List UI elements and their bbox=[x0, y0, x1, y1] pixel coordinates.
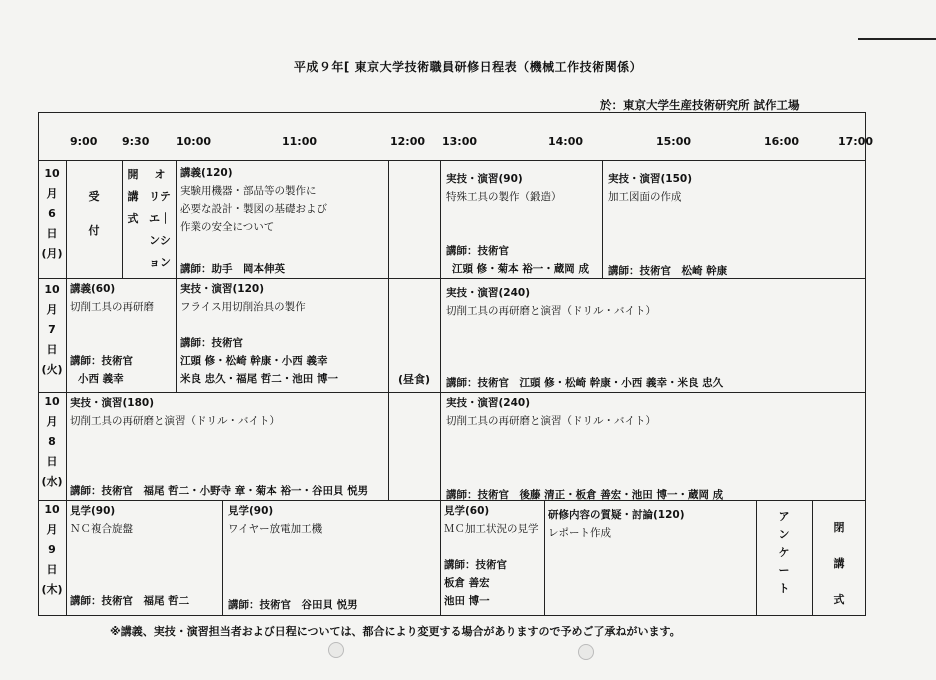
day-label-part: 月 bbox=[46, 187, 58, 200]
day-label-part: 8 bbox=[48, 435, 56, 448]
d4-divider-b bbox=[544, 500, 545, 616]
opening-ceremony-col bbox=[122, 164, 144, 230]
questionnaire-cell bbox=[756, 508, 812, 598]
orientation-char: ンシ bbox=[149, 234, 171, 247]
session-text: ＮＣ複合旋盤 bbox=[70, 523, 133, 535]
day-label-part: 月 bbox=[46, 303, 58, 316]
d4-am1-cell bbox=[70, 502, 133, 538]
instructor-text: 江頭 修・菊本 裕一・蔵岡 成 bbox=[452, 263, 589, 275]
session-heading: 講義(60) bbox=[70, 283, 116, 295]
session-heading: 実技・演習(240) bbox=[446, 397, 531, 409]
time-label: 11:00 bbox=[282, 135, 318, 148]
closing-char: 講 bbox=[833, 557, 845, 570]
session-text: 切削工具の再研磨と演習（ドリル・バイト） bbox=[446, 415, 656, 427]
lunch-right-divider bbox=[440, 160, 441, 616]
d1-pm1-cell bbox=[446, 170, 562, 206]
session-text: ＭＣ加工状況の見学 bbox=[444, 523, 539, 535]
day-label-part: (月) bbox=[41, 247, 63, 260]
d1-pm2-cell bbox=[608, 170, 692, 206]
closing-char: 閉 bbox=[833, 521, 845, 534]
day-label-part: 6 bbox=[48, 207, 56, 220]
lunch-label: (昼食) bbox=[397, 373, 431, 386]
d4-am2-instructor: 講師：技術官 谷田貝 悦男 bbox=[228, 599, 358, 611]
time-label: 17:00 bbox=[838, 135, 874, 148]
session-text: 実験用機器・部品等の製作に bbox=[180, 185, 317, 197]
d2-lecture-cell bbox=[70, 280, 154, 316]
instructor-text: 米良 忠久・福尾 哲二・池田 博一 bbox=[180, 373, 338, 385]
header-divider bbox=[38, 160, 866, 161]
lunch-left-divider bbox=[388, 160, 389, 500]
questionnaire-char: ア bbox=[778, 510, 790, 523]
d1-divider-b bbox=[176, 160, 177, 278]
d4-am2-cell bbox=[228, 502, 322, 538]
d4-am1-instructor: 講師：技術官 福尾 哲二 bbox=[70, 595, 190, 607]
session-text: 切削工具の再研磨 bbox=[70, 301, 154, 313]
d1-lecture-instructor: 講師：助手 岡本伸英 bbox=[180, 263, 285, 275]
d2-pm-instructors: 講師：技術官 江頭 修・松崎 幹康・小西 義幸・米良 忠久 bbox=[446, 377, 724, 389]
instructor-text: 江頭 修・松崎 幹康・小西 義幸 bbox=[180, 355, 328, 367]
day-label-part: (木) bbox=[41, 583, 63, 596]
questionnaire-char: ト bbox=[778, 582, 790, 595]
session-text: レポート作成 bbox=[548, 527, 611, 539]
session-text: 加工図面の作成 bbox=[608, 191, 682, 203]
d2-divider bbox=[176, 278, 177, 392]
instructor-text: 講師：技術官 bbox=[446, 245, 509, 257]
d2-pm-cell bbox=[446, 284, 656, 320]
d1-lecture-cell bbox=[180, 164, 327, 236]
day-label-part: 10 bbox=[44, 503, 60, 516]
questionnaire-char: ン bbox=[778, 528, 790, 541]
time-label: 13:00 bbox=[442, 135, 478, 148]
instructor-text: 小西 義幸 bbox=[78, 373, 124, 385]
time-label: 14:00 bbox=[548, 135, 584, 148]
opening-char: 講 bbox=[127, 190, 139, 203]
session-heading: 見学(90) bbox=[70, 505, 116, 517]
d3-am-cell bbox=[70, 394, 280, 430]
day-label-part: 日 bbox=[46, 227, 58, 240]
d1-pm1-instructors bbox=[446, 242, 589, 278]
closing-ceremony-cell bbox=[812, 510, 866, 618]
time-label: 10:00 bbox=[176, 135, 212, 148]
session-text: 切削工具の再研磨と演習（ドリル・バイト） bbox=[70, 415, 280, 427]
day-label-part: (水) bbox=[41, 475, 63, 488]
day-label-part: 9 bbox=[48, 543, 56, 556]
day-label-part: 10 bbox=[44, 167, 60, 180]
session-text: ワイヤー放電加工機 bbox=[228, 523, 323, 535]
session-heading: 研修内容の質疑・討論(120) bbox=[548, 509, 685, 521]
day-label-part: 7 bbox=[48, 323, 56, 336]
instructor-text: 板倉 善宏 bbox=[444, 577, 490, 589]
day-label-part: 月 bbox=[46, 523, 58, 536]
session-heading: 実技・演習(150) bbox=[608, 173, 693, 185]
orientation-char: エ｜ bbox=[149, 212, 171, 225]
time-label: 15:00 bbox=[656, 135, 692, 148]
day-label-part: 日 bbox=[46, 455, 58, 468]
session-heading: 実技・演習(120) bbox=[180, 283, 265, 295]
d2-am-cell bbox=[180, 280, 306, 316]
time-label: 12:00 bbox=[390, 135, 426, 148]
time-label: 9:00 bbox=[70, 135, 98, 148]
d1-pm2-instructor: 講師：技術官 松崎 幹康 bbox=[608, 265, 728, 277]
opening-char: 式 bbox=[127, 212, 139, 225]
questionnaire-char: ー bbox=[778, 564, 790, 577]
day-label-oct7 bbox=[38, 280, 66, 380]
time-label: 16:00 bbox=[764, 135, 800, 148]
d3-am-instructors: 講師：技術官 福尾 哲二・小野寺 章・菊本 裕一・谷田貝 悦男 bbox=[70, 485, 369, 497]
d3-pm-instructors: 講師：技術官 後藤 清正・板倉 善宏・池田 博一・蔵岡 成 bbox=[446, 489, 724, 501]
orientation-char: リテ bbox=[149, 190, 171, 203]
time-label: 9:30 bbox=[122, 135, 150, 148]
day-label-part: 日 bbox=[46, 563, 58, 576]
d2-am-instructors bbox=[180, 334, 338, 388]
session-heading: 講義(120) bbox=[180, 167, 233, 179]
session-heading: 実技・演習(240) bbox=[446, 287, 531, 299]
corner-mark bbox=[858, 38, 936, 40]
punch-hole bbox=[328, 642, 344, 658]
closing-char: 式 bbox=[833, 593, 845, 606]
day-label-part: 10 bbox=[44, 283, 60, 296]
day-label-part: 10 bbox=[44, 395, 60, 408]
d4-pm1-instructors bbox=[444, 556, 507, 610]
orientation-col bbox=[144, 164, 176, 274]
d2-lecture-instructors bbox=[70, 352, 133, 388]
session-text: 切削工具の再研磨と演習（ドリル・バイト） bbox=[446, 305, 656, 317]
reception-cell bbox=[66, 180, 122, 248]
document-title: 平成９年[ 東京大学技術職員研修日程表（機械工作技術関係） bbox=[293, 60, 643, 74]
session-text: フライス用切削治具の製作 bbox=[180, 301, 306, 313]
row-divider-1 bbox=[38, 278, 866, 279]
session-text: 作業の安全について bbox=[180, 221, 275, 233]
session-heading: 見学(60) bbox=[444, 505, 490, 517]
session-heading: 見学(90) bbox=[228, 505, 274, 517]
d4-divider-a bbox=[222, 500, 223, 616]
day-label-oct8 bbox=[38, 392, 66, 492]
session-text: 必要な設計・製図の基礎および bbox=[180, 203, 327, 215]
punch-hole bbox=[578, 644, 594, 660]
day-label-part: 日 bbox=[46, 343, 58, 356]
reception-char: 付 bbox=[88, 224, 100, 237]
orientation-char: オ bbox=[154, 168, 166, 181]
day-label-oct6 bbox=[38, 164, 66, 264]
questionnaire-char: ケ bbox=[778, 546, 790, 559]
orientation-char: ョン bbox=[149, 256, 171, 269]
session-text: 特殊工具の製作（鍛造） bbox=[446, 191, 562, 203]
day-label-part: (火) bbox=[41, 363, 63, 376]
d4-pm1-cell bbox=[444, 502, 539, 538]
d4-pm2-cell bbox=[548, 506, 685, 542]
d1-divider-c bbox=[602, 160, 603, 278]
instructor-text: 講師：技術官 bbox=[180, 337, 243, 349]
instructor-text: 講師：技術官 bbox=[444, 559, 507, 571]
session-heading: 実技・演習(90) bbox=[446, 173, 523, 185]
day-label-oct9 bbox=[38, 500, 66, 600]
reception-char: 受 bbox=[88, 190, 100, 203]
session-heading: 実技・演習(180) bbox=[70, 397, 155, 409]
opening-char: 開 bbox=[127, 168, 139, 181]
footer-note: ※講義、実技・演習担当者および日程については、都合により変更する場合がありますので予めご了承ねがいます。 bbox=[110, 625, 681, 638]
location-label: 於：東京大学生産技術研究所 試作工場 bbox=[600, 98, 800, 112]
d3-pm-cell bbox=[446, 394, 656, 430]
instructor-text: 講師：技術官 bbox=[70, 355, 133, 367]
instructor-text: 池田 博一 bbox=[444, 595, 490, 607]
day-label-part: 月 bbox=[46, 415, 58, 428]
